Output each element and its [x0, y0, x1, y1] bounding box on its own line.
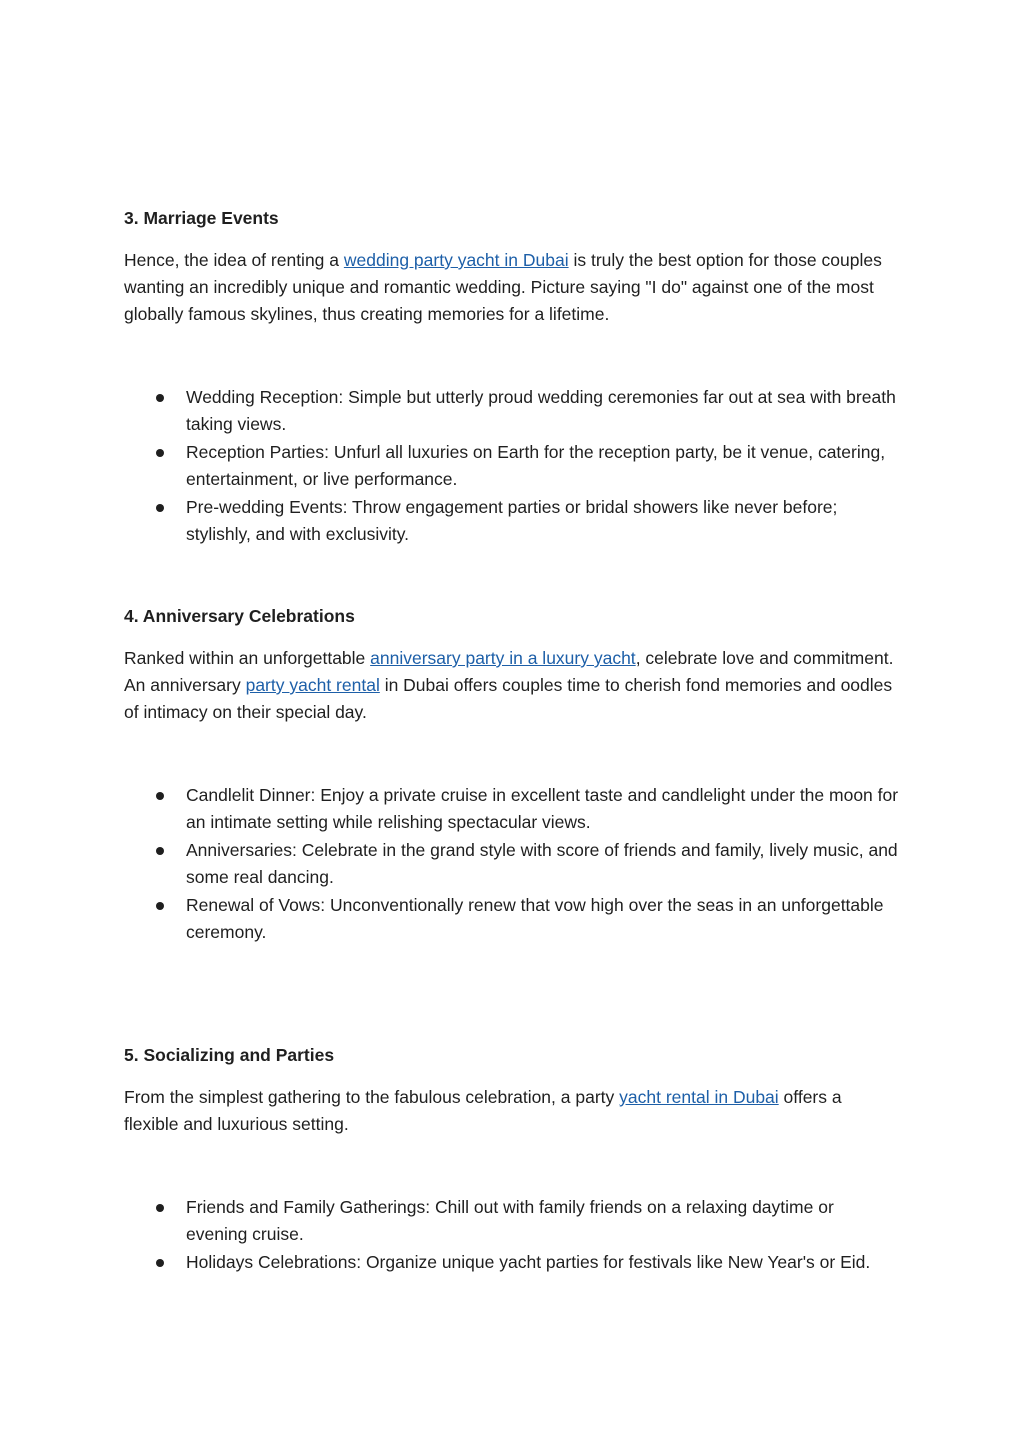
section-heading: 4. Anniversary Celebrations	[124, 606, 355, 626]
bullet-list	[124, 1194, 899, 1276]
bullet-list	[124, 384, 899, 548]
paragraph-text: , celebrate love and commitment. An anniversary	[124, 648, 894, 695]
bullet-icon	[156, 1259, 164, 1267]
section-socializing-parties	[124, 1043, 899, 1277]
bullet-icon	[156, 504, 164, 512]
list-item-text: Wedding Reception: Simple but utterly proud wedding ceremonies far out at sea with breath taking views.	[186, 387, 896, 434]
bullet-icon	[156, 902, 164, 910]
list-item-text: Renewal of Vows: Unconventionally renew that vow high over the seas in an unforgettable ceremony.	[186, 895, 884, 942]
list-item	[124, 1194, 899, 1248]
paragraph-text: Ranked within an unforgettable	[124, 648, 371, 668]
list-item	[124, 782, 899, 836]
anniversary-party-link[interactable]: anniversary party in a luxury yacht	[370, 648, 636, 668]
list-item	[124, 384, 899, 438]
section-heading: 5. Socializing and Parties	[124, 1045, 335, 1065]
paragraph-text: From the simplest gathering to the fabulous celebration, a party	[124, 1087, 620, 1107]
list-item	[124, 494, 899, 548]
list-item-text: Anniversaries: Celebrate in the grand style with score of friends and family, lively music, and some real dancing.	[186, 840, 898, 887]
bullet-icon	[156, 1204, 164, 1212]
paragraph-text: is truly the best option for those couples wanting an incredibly unique and romantic wedding. Picture saying "I do" against one of the most globally famous skylines, thus creating memories for a lifetime.	[124, 250, 882, 324]
list-item-text: Pre-wedding Events: Throw engagement parties or bridal showers like never before; stylishly, and with exclusivity.	[186, 497, 838, 544]
bullet-list	[124, 782, 899, 946]
list-item	[124, 837, 899, 891]
list-item	[124, 439, 899, 493]
section-anniversary-celebrations	[124, 604, 899, 947]
list-item	[124, 1249, 899, 1276]
section-paragraph	[124, 247, 899, 328]
party-yacht-rental-link[interactable]: party yacht rental	[245, 675, 380, 695]
bullet-icon	[156, 394, 164, 402]
section-marriage-events	[124, 206, 899, 549]
section-paragraph	[124, 1084, 899, 1138]
list-item-text: Reception Parties: Unfurl all luxuries on Earth for the reception party, be it venue, catering, entertainment, or live performance.	[186, 442, 886, 489]
paragraph-text: Hence, the idea of renting a	[124, 250, 344, 270]
section-paragraph	[124, 645, 899, 726]
yacht-rental-link[interactable]: yacht rental in Dubai	[619, 1087, 779, 1107]
list-item-text: Friends and Family Gatherings: Chill out with family friends on a relaxing daytime or evening cruise.	[186, 1197, 834, 1244]
bullet-icon	[156, 449, 164, 457]
paragraph-text: in Dubai offers couples time to cherish fond memories and oodles of intimacy on their special day.	[124, 675, 893, 722]
bullet-icon	[156, 792, 164, 800]
list-item-text: Holidays Celebrations: Organize unique yacht parties for festivals like New Year's or Eid.	[186, 1252, 871, 1272]
list-item-text: Candlelit Dinner: Enjoy a private cruise in excellent taste and candlelight under the moon for an intimate setting while relishing spectacular views.	[186, 785, 899, 832]
paragraph-text: offers a flexible and luxurious setting.	[124, 1087, 842, 1134]
list-item	[124, 892, 899, 946]
bullet-icon	[156, 847, 164, 855]
section-heading: 3. Marriage Events	[124, 208, 279, 228]
wedding-party-yacht-link[interactable]: wedding party yacht in Dubai	[343, 250, 569, 270]
